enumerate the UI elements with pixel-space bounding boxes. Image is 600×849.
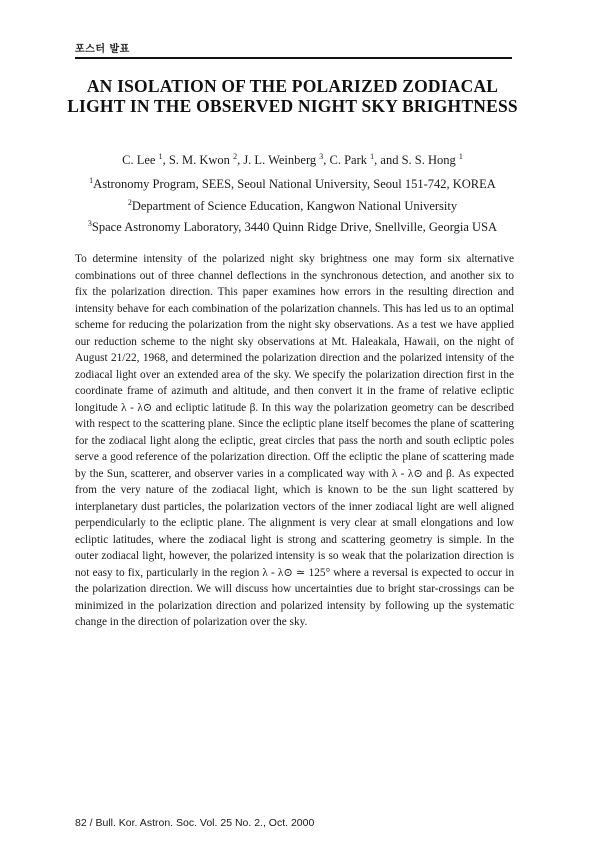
- author-list: C. Lee $^1$, S. M. Kwon $^2$, J. L. Weinberg $^3$, C. Park $^1$, and S. S. Hong $^1$: [122, 152, 463, 167]
- affiliation-1: [60, 176, 525, 192]
- author-affiliation-mark: 1: [158, 152, 163, 161]
- paper-title: AN ISOLATION OF THE POLARIZED ZODIACAL LIGHT IN THE OBSERVED NIGHT SKY BRIGHTNESS: [67, 76, 518, 116]
- author-affiliation-mark: 3: [319, 152, 324, 161]
- affiliation-2: [60, 198, 525, 214]
- affiliation-3: [60, 219, 525, 235]
- affiliation-mark: 3: [87, 219, 92, 228]
- affiliation-text: Astronomy Program, SEES, Seoul National University, Seoul 151-742, KOREA: [93, 177, 496, 191]
- affiliation-mark: 1: [89, 176, 94, 185]
- author-name: C. Park: [329, 153, 368, 167]
- page-number: 82: [75, 817, 87, 829]
- author-name: S. M. Kwon: [168, 153, 230, 167]
- author-affiliation-mark: 1: [458, 152, 463, 161]
- abstract-text: To determine intensity of the polarized night sky brightness one may form six alternative combinations out of three channel deflections in the synchronous detection, and another six to fix the polarization direction. This paper examines how errors in the resulting direction and intensity behave for each combination of the polarization channels. This has led us to an optimal scheme for reducing the polarization from the night sky observations. As a test we have applied our reduction scheme to the night sky observations at Mt. Haleakala, Hawaii, on the night of August 21/22, 1968, and determined the polarization direction and the polarized intensity of the zodiacal light over an extended area of the sky. We specify the polarization direction first in the coordinate frame of azimuth and altitude, and then convert it in the frame of relative ecliptic longitude λ - λ⊙ and ecliptic latitude β. In this way the polarization geometry can be described with respect to the scattering plane. Since the ecliptic plane itself becomes the plane of scattering for the zodiacal light along the ecliptic, great circles that pass the north and south ecliptic poles serve a good reference of the polarization direction. Off the ecliptic the plane of scattering made by the Sun, scatterer, and observer varies in a complicated way with λ - λ⊙ and β. As expected from the very nature of the zodiacal light, which is known to be the sun light scattered by interplanetary dust particles, the polarization vectors of the inner zodiacal light are well aligned perpendicularly to the ecliptic plane. The alignment is very clear at small elongations and low ecliptic latitudes, where the zodiacal light is strong and scattering geometry is simple. In the outer zodiacal light, however, the polarized intensity is so weak that the polarization direction is not easy to fix, particularly in the region λ - λ⊙ ≃ 125° where a reversal is expected to occur in the polarization direction. We will discuss how uncertainties due to bright star-crossings can be minimized in the polarization direction and polarized intensity by following up the systematic change in the direction of polarization over the sky.: [75, 253, 514, 628]
- author-affiliation-mark: 1: [370, 152, 375, 161]
- header-divider: [75, 57, 512, 59]
- footer-separator: /: [89, 817, 93, 829]
- affiliation-mark: 2: [127, 198, 132, 207]
- journal-citation: Bull. Kor. Astron. Soc. Vol. 25 No. 2., Oct. 2000: [95, 817, 315, 829]
- author-affiliation-mark: 2: [233, 152, 238, 161]
- affiliation-text: Department of Science Education, Kangwon National University: [131, 199, 458, 213]
- author-name: C. Lee: [122, 153, 156, 167]
- page-footer: [75, 817, 314, 829]
- author-name: and S. S. Hong: [380, 153, 456, 167]
- section-label: 포스터 발표: [75, 44, 130, 55]
- affiliation-text: Space Astronomy Laboratory, 3440 Quinn Ridge Drive, Snellville, Georgia USA: [91, 220, 498, 234]
- author-name: J. L. Weinberg: [243, 153, 317, 167]
